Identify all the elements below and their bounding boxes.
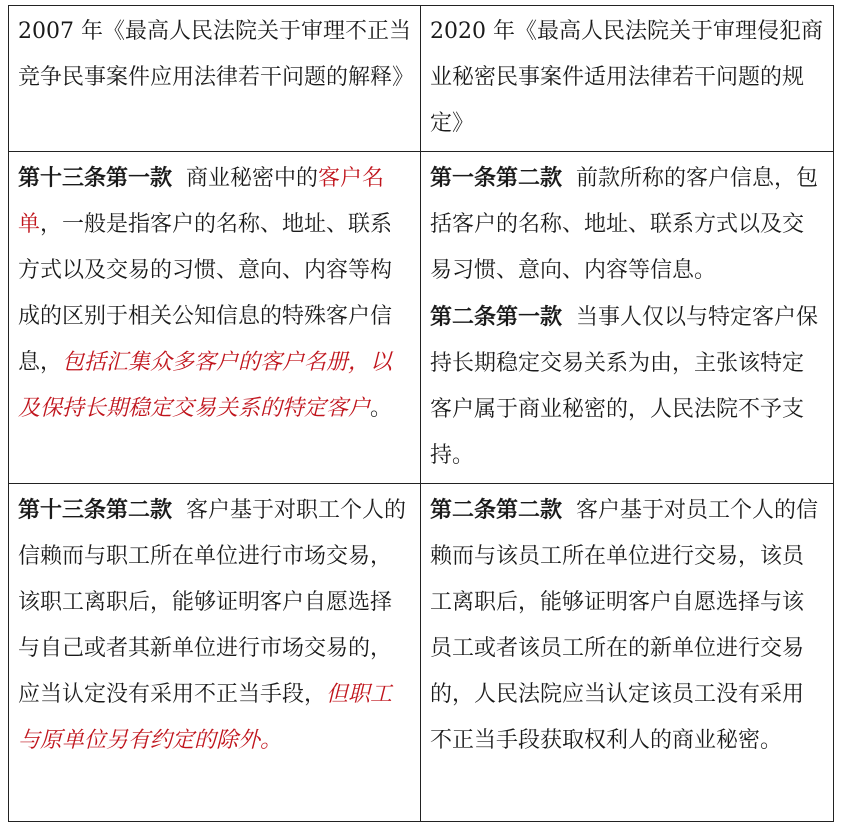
paragraph xyxy=(430,294,825,479)
article-label: 第二条第二款 xyxy=(430,497,563,523)
cell-2007-art13-para2 xyxy=(9,484,421,822)
header-row xyxy=(9,6,834,152)
paragraph xyxy=(430,155,825,294)
highlight-italic-text: 包括汇集众多客户的客户名册，以及保持长期稳定交易关系的特定客户 xyxy=(18,350,393,421)
comparison-table xyxy=(8,5,834,822)
header-cell-2007 xyxy=(9,6,421,152)
cell-2020-art2-para2 xyxy=(421,484,834,822)
header-cell-2020 xyxy=(421,6,834,152)
highlight-text: 客户名单 xyxy=(18,166,385,237)
body-text: 当事人仅以与特定客户保持长期稳定交易关系为由，主张该特定客户属于商业秘密的，人民法院不予支持。 xyxy=(430,305,819,468)
highlight-italic-text: 但职工与原单位另有约定的除外。 xyxy=(18,682,393,753)
table-row xyxy=(9,152,834,484)
cell-2020-art1-art2 xyxy=(421,152,834,484)
table-row xyxy=(9,484,834,822)
body-text: 客户基于对职工个人的信赖而与职工所在单位进行市场交易，该职工离职后，能够证明客户自愿选择与自己或者其新单位进行市场交易的，应当认定没有采用不正当手段， xyxy=(18,498,407,707)
body-text: 。 xyxy=(370,396,393,421)
article-label: 第十三条第一款 xyxy=(18,165,173,191)
body-text: ，一般是指客户的名称、地址、联系方式以及交易的习惯、意向、内容等构成的区别于相关公知信息的特殊客户信息， xyxy=(18,212,393,375)
article-label: 第一条第二款 xyxy=(430,165,563,191)
body-text: 客户基于对员工个人的信赖而与该员工所在单位进行交易，该员工离职后，能够证明客户自愿选择与该员工或者该员工所在的新单位进行交易的，人民法院应当认定该员工没有采用不正当手段获取权利人的商业秘密。 xyxy=(430,498,819,753)
header-2007-text: 2007 年《最高人民法院关于审理不正当竞争民事案件应用法律若干问题的解释》 xyxy=(18,19,415,90)
article-label: 第二条第一款 xyxy=(430,304,563,330)
article-label: 第十三条第二款 xyxy=(18,497,173,523)
cell-2007-art13-para1 xyxy=(9,152,421,484)
body-text: 前款所称的客户信息，包括客户的名称、地址、联系方式以及交易习惯、意向、内容等信息。 xyxy=(430,166,819,283)
header-2020-text: 2020 年《最高人民法院关于审理侵犯商业秘密民事案件适用法律若干问题的规定》 xyxy=(430,19,823,136)
body-text: 商业秘密中的 xyxy=(186,166,319,191)
